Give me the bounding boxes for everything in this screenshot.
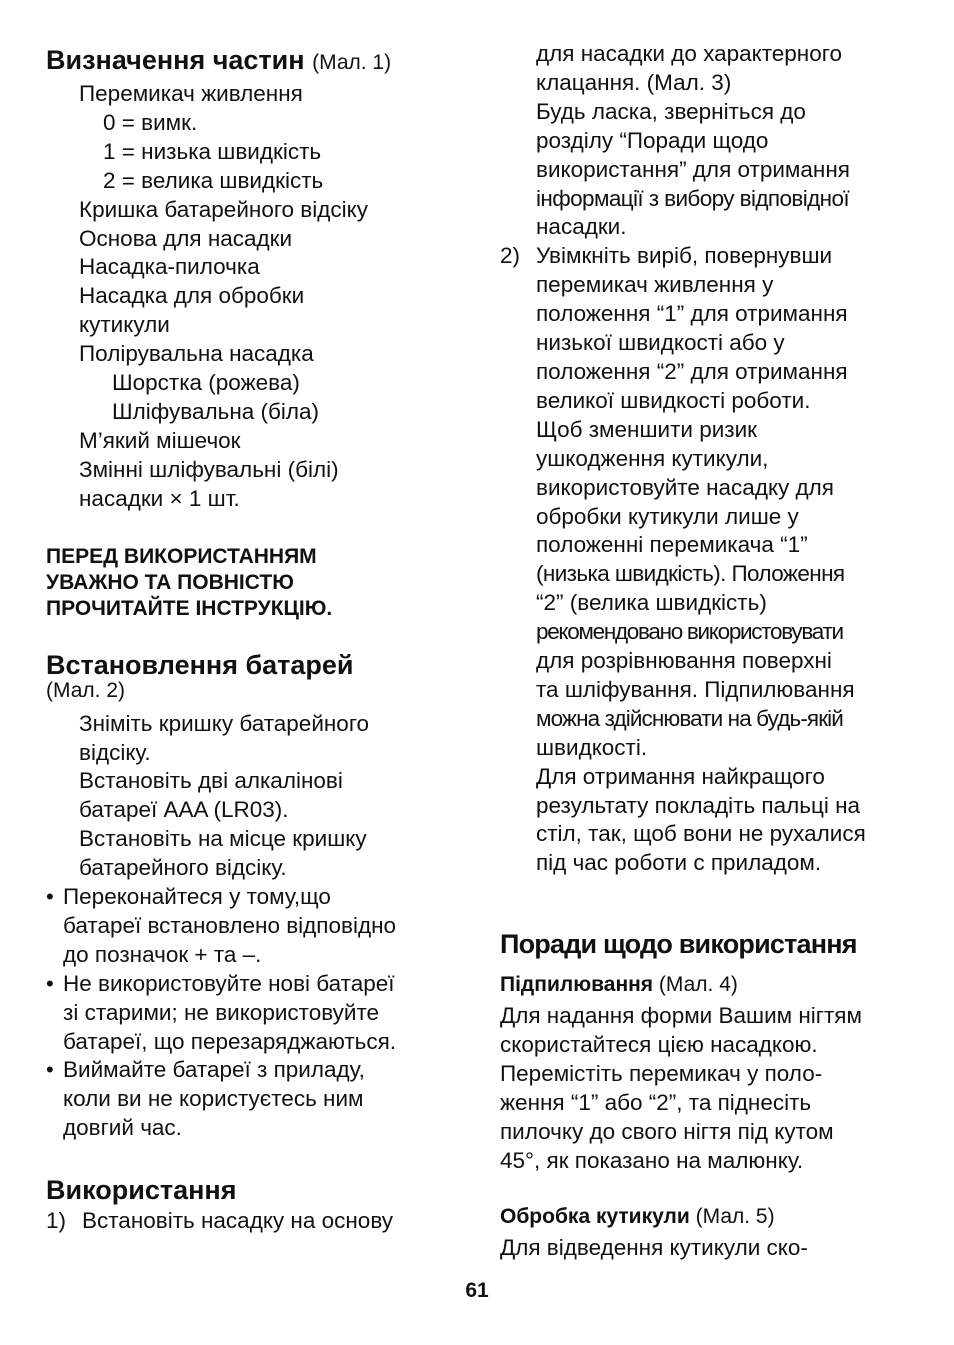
parts-item: Кришка батарейного відсіку: [79, 196, 368, 222]
parts-item: Насадка для обробки: [79, 283, 305, 309]
step-text: “2” (велика швидкість): [536, 590, 767, 616]
battery-section: [46, 650, 466, 1144]
step-text: положення “1” для отримання: [536, 301, 848, 327]
step-text: (низька швидкість). Положення: [536, 561, 845, 587]
battery-step: батарейного відсіку.: [79, 855, 287, 881]
battery-bullet: [46, 970, 466, 1057]
filing-text: Перемістіть перемикач у поло-: [500, 1061, 823, 1087]
warning-line: УВАЖНО ТА ПОВНІСТЮ: [46, 570, 294, 594]
bullet-line: до позначок + та –.: [63, 941, 262, 967]
parts-item: Насадка-пилочка: [79, 254, 260, 280]
parts-item: Шорстка (рожева): [112, 370, 300, 396]
filing-text: скористайтеся цією насадкою.: [500, 1032, 818, 1058]
usage-step-1: [46, 1207, 466, 1236]
battery-step: Встановіть на місце кришку: [79, 826, 367, 852]
filing-figure-ref: (Мал. 4): [658, 973, 738, 997]
step-text: для насадки до характерного: [536, 41, 842, 66]
step-text: та шліфування. Підпилювання: [536, 676, 855, 702]
step-text: стіл, так, щоб вони не рухалися: [536, 821, 866, 847]
warning-line: ПРОЧИТАЙТЕ ІНСТРУКЦІЮ.: [46, 596, 333, 620]
battery-bullet: [46, 1056, 466, 1143]
bullet-line: батареї встановлено відповідно: [63, 912, 397, 938]
step-text: обробки кутикули лише у: [536, 503, 799, 529]
step-text: швидкості.: [536, 734, 648, 760]
usage-title: Використання: [46, 1175, 237, 1206]
step-text: Щоб зменшити ризик: [536, 416, 758, 442]
step-text: насадки.: [536, 214, 627, 240]
battery-title: Встановлення батарей: [46, 649, 354, 680]
step-text: розділу “Поради щодо: [536, 127, 769, 153]
step-text: результату покладіть пальці на: [536, 792, 861, 818]
parts-figure-ref: (Мал. 1): [312, 51, 392, 74]
step-text: для розрівнювання поверхні: [536, 648, 832, 674]
tips-title: Поради щодо використання: [500, 929, 857, 960]
step-text: Увімкніть виріб, повернувши: [536, 243, 833, 269]
filing-text: ження “1” або “2”, та піднесіть: [500, 1090, 812, 1115]
step-text: низької швидкості або у: [536, 330, 785, 356]
step-text: Встановіть насадку на основу: [82, 1208, 394, 1234]
filing-text: 45°, як показано на малюнку.: [500, 1147, 804, 1173]
page-number: 61: [465, 1279, 489, 1302]
bullet-line: батареї, що перезаряджаються.: [63, 1028, 397, 1054]
battery-step: батареї AAA (LR03).: [79, 797, 289, 823]
parts-item: 2 = велика швидкість: [103, 167, 324, 193]
step-text: інформації з вибору відповідної: [536, 185, 850, 211]
warning-line: ПЕРЕД ВИКОРИСТАННЯМ: [46, 544, 317, 568]
left-column: [46, 40, 466, 1236]
step-text: великої швидкості роботи.: [536, 387, 811, 413]
parts-item: Основа для насадки: [79, 225, 293, 251]
parts-item: кутикули: [79, 312, 170, 338]
parts-heading: [46, 40, 466, 80]
filing-title: Підпилювання: [500, 973, 654, 997]
parts-item: Змінні шліфувальні (білі): [79, 456, 339, 482]
step-text: ушкодження кутикули,: [536, 445, 769, 471]
parts-item: насадки × 1 шт.: [79, 485, 240, 511]
step-number: 2): [500, 243, 521, 269]
usage-step-2: [500, 242, 920, 878]
bullet-line: Не використовуйте нові батареї: [63, 970, 395, 996]
step-text: Для отримання найкращого: [536, 763, 825, 789]
usage-section: [46, 1173, 466, 1236]
bullet-line: Виймайте батареї з приладу,: [63, 1057, 365, 1083]
cuticle-figure-ref: (Мал. 5): [695, 1204, 775, 1228]
step-text: під час роботи с приладом.: [536, 850, 822, 876]
bullet-line: Переконайтеся у тому,що: [63, 884, 331, 910]
bullet-line: коли ви не користуєтесь ним: [63, 1086, 364, 1112]
battery-figure-ref: (Мал. 2): [46, 678, 125, 702]
right-column: [500, 40, 920, 1263]
step-text: рекомендовано використовувати: [536, 619, 843, 645]
step-text: використовуйте насадку для: [536, 474, 834, 500]
battery-step: відсіку.: [79, 739, 151, 765]
bullet-line: зі старими; не використовуйте: [63, 999, 380, 1025]
step-text: Будь ласка, зверніться до: [536, 98, 806, 124]
parts-item: Полірувальна насадка: [79, 341, 314, 367]
step-text: можна здійснювати на будь-якій: [536, 705, 843, 731]
battery-step: Встановіть дві алкалінові: [79, 768, 343, 794]
step-text: перемикач живлення у: [536, 272, 774, 298]
parts-list: [46, 80, 466, 514]
parts-item: Шліфувальна (біла): [112, 398, 320, 424]
step-number: 1): [46, 1208, 67, 1234]
tips-section: [500, 924, 920, 1262]
step-text: положення “2” для отримання: [536, 358, 848, 384]
filing-text: Для надання форми Вашим нігтям: [500, 1003, 862, 1029]
filing-text: пилочку до свого нігтя під кутом: [500, 1118, 834, 1144]
cuticle-title: Обробка кутикули: [500, 1204, 690, 1228]
warning-block: [46, 544, 466, 622]
cuticle-text: Для відведення кутикули ско-: [500, 1234, 808, 1260]
usage-step-1-continued: [500, 40, 920, 242]
parts-item: 1 = низька швидкість: [103, 138, 322, 164]
bullet-line: довгий час.: [63, 1115, 182, 1141]
cuticle-heading: [500, 1200, 920, 1234]
parts-item: Перемикач живлення: [79, 81, 303, 106]
step-text: використання” для отримання: [536, 156, 850, 182]
parts-item: 0 = вимк.: [103, 109, 198, 135]
filing-heading: [500, 968, 920, 1002]
bullet-mark: •: [46, 884, 54, 910]
battery-bullet: [46, 883, 466, 970]
bullet-mark: •: [46, 1057, 54, 1083]
battery-step: Зніміть кришку батарейного: [79, 710, 370, 736]
parts-title: Визначення частин: [46, 45, 305, 75]
step-text: клацання. (Мал. 3): [536, 69, 732, 95]
parts-item: М’який мішечок: [79, 427, 241, 453]
step-text: положенні перемикача “1”: [536, 532, 808, 558]
bullet-mark: •: [46, 970, 54, 996]
